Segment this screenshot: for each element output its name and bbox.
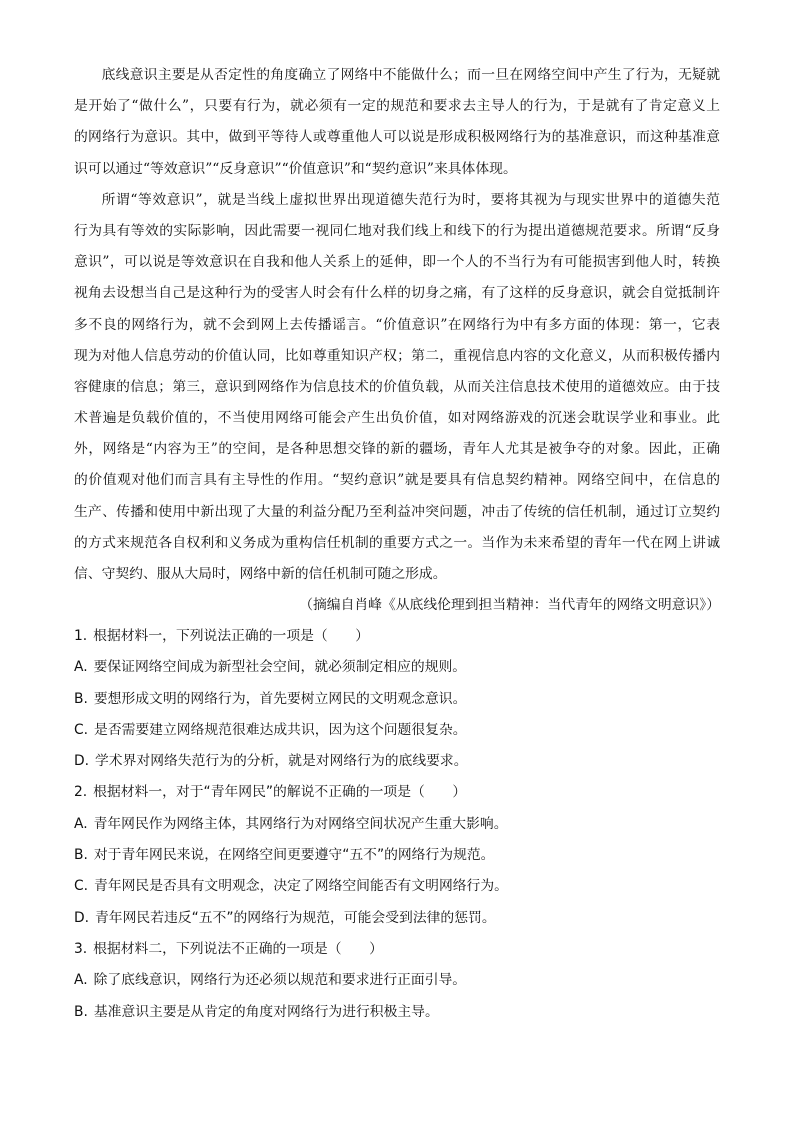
question-stem <box>74 934 720 965</box>
option-label: B. <box>74 690 88 707</box>
text-line: 底线意识主要是从否定性的角度确立了网络中不能做什么；而一旦在网络空间中产生了行为，无疑就 <box>101 67 720 83</box>
text-line: 视角去设想当自己是这种行为的受害人时会有什么样的切身之痛，有了这样的反身意识，就会自觉抵制许 <box>74 285 720 302</box>
option-c <box>74 871 720 902</box>
option-text: 青年网民若违反“五不”的网络行为规范，可能会受到法律的惩罚。 <box>95 909 496 926</box>
paragraph <box>74 185 720 590</box>
option-label: A. <box>74 815 88 832</box>
question-text: 根据材料二，下列说法不正确的一项是（ ） <box>93 940 383 957</box>
question-stem <box>74 621 720 652</box>
option-a <box>74 965 720 996</box>
question <box>74 621 720 777</box>
text-line: 多不良的网络行为，就不会到网上去传播谣言。“价值意识”在网络行为中有多方面的体现：第一，它表 <box>74 316 720 333</box>
text-line: 的价值观对他们而言具有主导性的作用。“契约意识”就是要具有信息契约精神。网络空间中，在信息的 <box>74 472 720 489</box>
text-line: 是开始了“做什么”，只要有行为，就必须有一定的规范和要求去主导人的行为，于是就有了肯定意义上 <box>74 98 720 115</box>
option-b <box>74 840 720 871</box>
text-line: 的方式来规范各自权利和义务成为重构信任机制的重要方式之一。当作为未来希望的青年一代在网上讲诚 <box>74 534 720 551</box>
text-line: 容健康的信息；第三，意识到网络作为信息技术的价值负载，从而关注信息技术使用的道德效应。由于技 <box>74 378 720 395</box>
question-text: 根据材料一，下列说法正确的一项是（ ） <box>93 628 370 644</box>
option-label: C. <box>74 721 89 738</box>
question-number: 2. <box>74 784 88 801</box>
question-list <box>74 621 720 1028</box>
option-label: B. <box>74 847 88 864</box>
text-line: 生产、传播和使用中新出现了大量的利益分配乃至利益冲突问题，冲击了传统的信任机制，通过订立契约 <box>74 503 720 520</box>
question-stem <box>74 777 720 808</box>
option-d <box>74 903 720 934</box>
question <box>74 934 720 1028</box>
question-text: 根据材料一，对于“青年网民”的解说不正确的一项是（ ） <box>93 784 467 801</box>
text-line: 外，网络是“内容为王”的空间，是各种思想交锋的新的疆场，青年人尤其是被争夺的对象。因此，正确 <box>74 441 720 458</box>
option-label: B. <box>74 1003 88 1020</box>
text-line: 意识”，可以说是等效意识在自我和他人关系上的延伸，即一个人的不当行为有可能损害到他人时，转换 <box>74 254 720 271</box>
option-c <box>74 715 720 746</box>
text-line: 识可以通过“等效意识”“反身意识”“价值意识”和“契约意识”来具体体现。 <box>74 160 517 177</box>
text-line: 所谓“等效意识”，就是当线上虚拟世界出现道德失范行为时，要将其视为与现实世界中的道德失范 <box>101 191 720 208</box>
option-label: D. <box>74 909 90 926</box>
question <box>74 777 720 933</box>
question-number: 1. <box>74 628 88 644</box>
option-text: 要保证网络空间成为新型社会空间，就必须制定相应的规则。 <box>93 659 467 676</box>
option-label: D. <box>74 753 90 770</box>
reading-material <box>74 60 720 621</box>
text-line: 术普遍是负载价值的，不当使用网络可能会产生出负价值，如对网络游戏的沉迷会耽误学业和事业。此 <box>74 410 720 427</box>
text-line: 信、守契约、服从大局时，网络中新的信任机制可随之形成。 <box>74 566 447 582</box>
option-label: A. <box>74 972 88 989</box>
text-line: 的网络行为意识。其中，做到平等待人或尊重他人可以说是形成积极网络行为的基准意识，而这种基准意 <box>74 129 720 146</box>
option-a <box>74 809 720 840</box>
option-text: 除了底线意识，网络行为还必须以规范和要求进行正面引导。 <box>93 972 467 989</box>
option-text: 要想形成文明的网络行为，首先要树立网民的文明观念意识。 <box>93 690 467 707</box>
source-citation: （摘编自肖峰《从底线伦理到担当精神：当代青年的网络文明意识》） <box>299 597 720 614</box>
option-text: 基准意识主要是从肯定的角度对网络行为进行积极主导。 <box>93 1003 439 1020</box>
text-line: 行为具有等效的实际影响，因此需要一视同仁地对我们线上和线下的行为提出道德规范要求。所谓“反身 <box>74 222 720 239</box>
option-d <box>74 746 720 777</box>
option-text: 对于青年网民来说，在网络空间更要遵守“五不”的网络行为规范。 <box>93 847 495 864</box>
option-text: 青年网民作为网络主体，其网络行为对网络空间状况产生重大影响。 <box>93 815 508 832</box>
paragraph <box>74 60 720 185</box>
option-b <box>74 684 720 715</box>
option-text: 青年网民是否具有文明观念，决定了网络空间能否有文明网络行为。 <box>94 878 508 895</box>
text-line: 现为对他人信息劳动的价值认同，比如尊重知识产权；第二，重视信息内容的文化意义，从而积极传播内 <box>74 347 720 364</box>
option-a <box>74 652 720 683</box>
option-text: 学术界对网络失范行为的分析，就是对网络行为的底线要求。 <box>95 753 468 770</box>
option-label: C. <box>74 878 89 895</box>
option-b <box>74 997 720 1028</box>
option-text: 是否需要建立网络规范很难达成共识，因为这个问题很复杂。 <box>94 721 467 738</box>
option-label: A. <box>74 659 88 676</box>
question-number: 3. <box>74 940 88 957</box>
